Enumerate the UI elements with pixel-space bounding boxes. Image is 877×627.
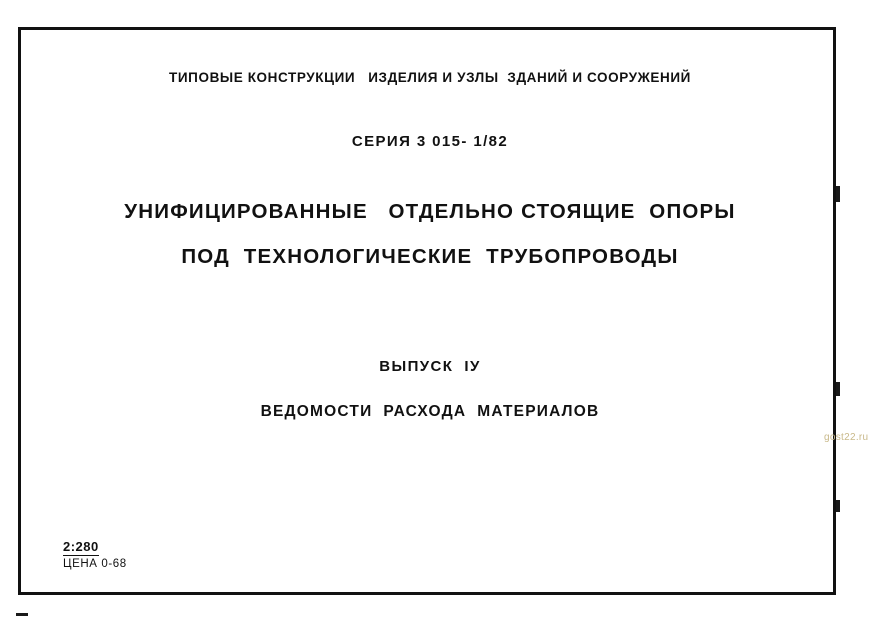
scan-edge-mark xyxy=(16,613,28,616)
document-title-line-2: ПОД ТЕХНОЛОГИЧЕСКИЕ ТРУБОПРОВОДЫ xyxy=(181,245,679,268)
title-page-content xyxy=(21,30,839,598)
document-subtitle: ВЕДОМОСТИ РАСХОДА МАТЕРИАЛОВ xyxy=(260,403,600,420)
price-code: 2:280 xyxy=(63,539,99,554)
document-category-header: ТИПОВЫЕ КОНСТРУКЦИИ ИЗДЕЛИЯ И УЗЛЫ ЗДАНИЙ И СООРУЖЕНИЙ xyxy=(169,70,691,85)
issue-number: ВЫПУСК IУ xyxy=(379,358,481,375)
price-value: ЦЕНА 0-68 xyxy=(63,558,127,570)
watermark-text: gost22.ru xyxy=(824,432,869,443)
price-block xyxy=(63,538,127,570)
series-number: СЕРИЯ 3 015- 1/82 xyxy=(351,133,509,150)
page-border-frame xyxy=(18,27,836,595)
document-title-line-1: УНИФИЦИРОВАННЫЕ ОТДЕЛЬНО СТОЯЩИЕ ОПОРЫ xyxy=(124,200,736,223)
